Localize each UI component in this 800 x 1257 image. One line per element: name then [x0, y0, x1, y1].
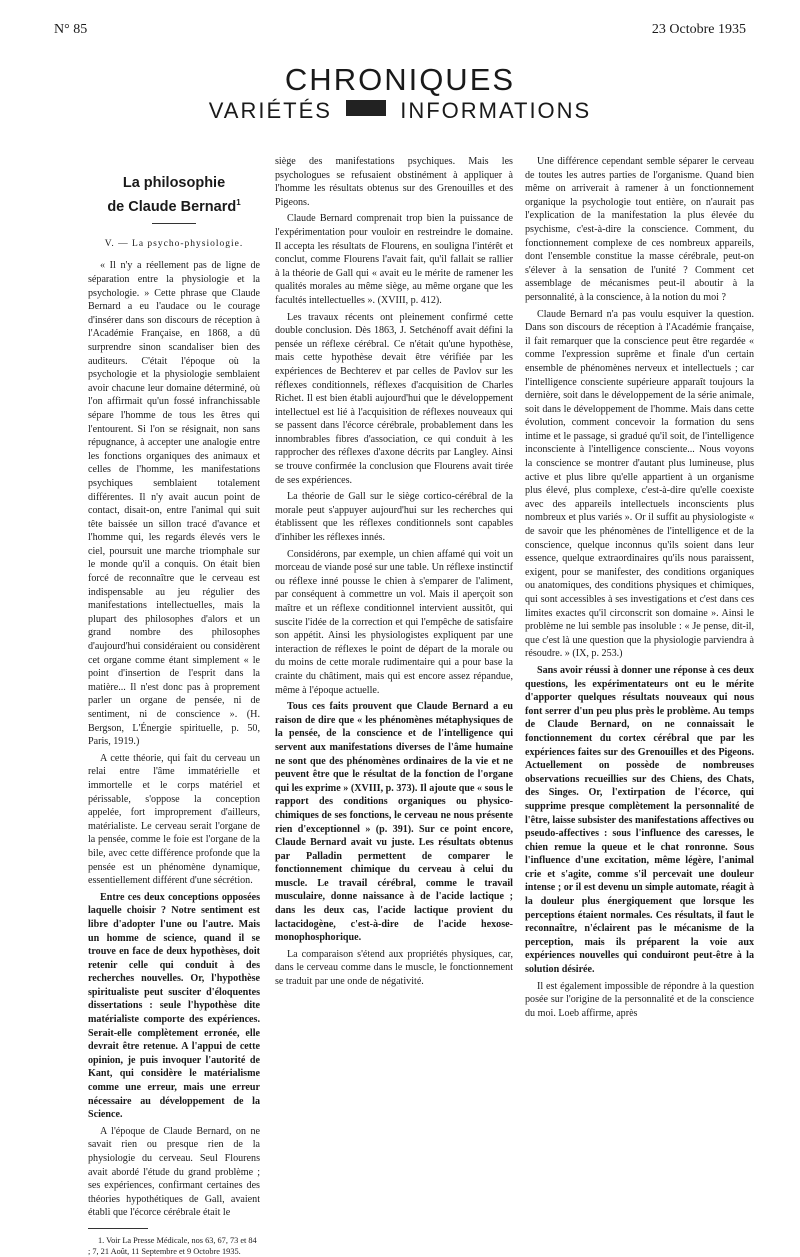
footnote-divider — [88, 1228, 148, 1229]
paragraph: « Il n'y a réellement pas de ligne de séparation entre la physiologie et la psychologie. » Cette phrase que Claude Bernard a eu l'audace ou le courage d'insérer dans son discours de réception à l'Académie Française, en 1868, a dû surprendre sinon scandaliser bien des auditeurs. C'était l'époque où la psychologie et la physiologie semblaient avoir chacune leur domaine déterminé, où l'on affirmait qu'un fossé infranchissable sépare l'homme de tous les êtres qui l'entourent. Si l'on se résignait, non sans répugnance, à accepter une analogie entre les fonctions organiques des animaux et celles de l'homme, les manifestations psychiques semblaient totalement différentes. Il n'y avait aucun point de contact, disait-on, entre l'animal qui suit tête baissée un sillon tracé d'avance et l'homme qui, les regards élevés vers le ciel, poursuit une marche triomphale sur le monde qu'il a conquis. On était bien forcé de reconnaître que le cerveau est indispensable au jeu régulier des manifestations intellectuelles, mais la plupart des philosophes d'alors et un grand nombre des philosophes d'aujourd'hui considéraient ou considèrent cet organe comme étant simplement « le point d'insertion de l'esprit dans la matière... Il n'est donc pas à proprement parler un organe de pensée, ni de sentiment, ni de conscience ». (H. Bergson, L'Énergie spirituelle, p. 50, Paris, 1919.) — [88, 260, 260, 748]
paragraph: Considérons, par exemple, un chien affamé qui voit un morceau de viande posé sur une table. Un réflexe instinctif ou réflexe inné pousse le chien à s'emparer de l'aliment, par conséquent à commettre un vol. Mais il aperçoit son maître et un réflexe conditionnel intervient aussitôt, qui suscite l'idée de la correction et qui l'empêche de satisfaire son appétit. Ainsi les physiologistes expliquent par une interaction de réflexes le point de départ de la morale ou du moins de cette morale rudimentaire qui a pour base la crainte du châtiment, mais qui est encore assez répandue, même à l'époque actuelle. — [275, 548, 513, 696]
paragraph: A l'époque de Claude Bernard, on ne savait rien ou presque rien de la physiologie du cerveau. Seul Flourens avait abordé l'étude du grand problème ; ses expériences, confirmant certaines des théories hypothétiques de Gall, avaient établi que l'écorce cérébrale était le — [88, 1125, 260, 1219]
paragraph: Tous ces faits prouvent que Claude Bernard a eu raison de dire que « les phénomènes métaphysiques de la pensée, de la conscience et de l'intelligence qui servent aux manifestations diverses de l'âme humaine ne sont que des phénomènes ordinaires de la vie et ne peuvent être que le résultat de la fonction de l'organe qui les exprime » (XVIII, p. 373). Il ajoute que « sous le rapport des conditions organiques ou physico-chimiques de ses fonctions, le cerveau ne nous présente rien d'exceptionnel » (p. 391). Sur ce point encore, Claude Bernard avait vu juste. Les résultats obtenus par Palladin permettent de comparer le fonctionnement chimique du cerveau à celui du muscle. Le travail cérébral, comme le travail musculaire, donne naissance à de l'acide lactique ; dans les deux cas, l'acide lactique provient du lactacidogène, c'est-à-dire de l'acide hexose-monophosphorique. — [275, 701, 513, 944]
paragraph: A cette théorie, qui fait du cerveau un relai entre l'âme immatérielle et immortelle et le corps matériel et périssable, s'oppose la conception appelée, fort improprement d'ailleurs, matérialiste. Le cerveau serait l'organe de la pensée, comme le foie est l'organe de la bile, avec cette différence profonde que la pensée est un phénomène dynamique, essentiellement différent d'une sécrétion. — [88, 752, 260, 887]
ornament-logo-icon — [346, 100, 386, 116]
paragraph: Entre ces deux conceptions opposées laquelle choisir ? Notre sentiment est libre d'adopter l'une ou l'autre. Mais un homme de science, quand il se trouve en face de deux hypothèses, doit retenir celle qui conduit à des recherches nouvelles. Or, l'hypothèse spiritualiste peut susciter d'éloquentes dissertations : seule l'hypothèse dite matérialiste comporte des expériences. Serait-elle complètement erronée, elle devrait être retenue. A l'appui de cette opinion, je puis invoquer l'autorité de Kant, qui considère le matérialisme comme une erreur, mais une erreur nécessaire au développement de la Science. — [88, 891, 260, 1121]
article-title-line2: de Claude Bernard — [107, 198, 237, 215]
paragraph: Il est également impossible de répondre à la question posée sur l'origine de la personnalité et de la conscience du moi. Loeb affirme, après — [525, 980, 754, 1019]
article-title-line1: La philosophie — [122, 175, 226, 191]
paragraph: Une différence cependant semble séparer le cerveau de toutes les autres parties de l'organisme. Quand bien même on arriverait à ramener à un fonctionnement organique la psychologie tout entière, on n'aurait pas l'explication de la manifestation la plus élevée du psychisme, c'est-à-dire la conscience. Comment, du fonctionnement complexe de ces nombreux appareils, dont l'ensemble constitue la masse cérébrale, peut-on s'élever à la sensation de l'unité ? Comment cet assemblage de mécanismes peut-il aboutir à la personnalité, à la conscience, à la notion du moi ? — [525, 156, 754, 303]
column-3 — [525, 155, 754, 1023]
issue-number: N° 85 — [54, 22, 88, 37]
column-2 — [275, 155, 513, 992]
paragraph: Claude Bernard comprenait trop bien la puissance de l'expérimentation pour vouloir en restreindre le domaine. Il accepta les résultats de Flourens, en souligna l'intérêt et conclut, comme Flourens l'avait fait, qu'il fallait se rallier à la théorie de Gall qui « avait eu le mérite de ramener les qualités morales au même siège, au même organe que les facultés intellectuelles ». (XVIII, p. 412). — [275, 213, 513, 306]
paragraph: Les travaux récents ont pleinement confirmé cette double conclusion. Dès 1863, J. Setchénoff avait défini la pensée un réflexe cérébral. Ce n'était qu'une hypothèse, mais cette hypothèse devait être vérifiée par les expériences de Bechterev et par celles de Pavlov sur les réflexes conditionnels, réflexes d'acquisition de Charles Richet. Il est bien établi aujourd'hui que le développement intellectuel est lié à l'acquisition de réflexes nouveaux qui se passent dans l'écorce cérébrale, probablement dans les innombrables fibres d'association, ce qui conduit à les rapprocher des réflexes d'axone décrits par Langley. Ainsi se trouve confirmée la conclusion que Flourens avait tirée de ses expériences. — [275, 311, 513, 486]
subtitle-varietes: VARIÉTÉS — [208, 98, 332, 123]
paragraph: La théorie de Gall sur le siège cortico-cérébral de la morale peut s'appuyer aujourd'hui sur les recherches qui établissent que les réflexes conditionnels sont capables d'inhiber les réflexes innés. — [275, 491, 513, 544]
column-1 — [88, 155, 260, 1257]
section-subtitle — [0, 98, 800, 124]
section-title-chroniques: CHRONIQUES — [284, 62, 516, 97]
paragraph: La comparaison s'étend aux propriétés physiques, car, dans le cerveau comme dans le muscle, le fonctionnement se traduit par une onde de négativité. — [275, 948, 513, 988]
paragraph: Sans avoir réussi à donner une réponse à ces deux questions, les expérimentateurs ont eu le mérite d'apporter quelques résultats nouveaux qui nous font serrer d'un peu plus près le problème. Au temps de Claude Bernard, on ne connaissait le fonctionnement du cortex cérébral que par les expériences faites sur des Grenouilles et des Pigeons. Actuellement on possède de nombreuses observations recueillies sur des Chiens, des Chats, des Singes. Or, l'extirpation de l'écorce, qui supprime presque complètement la personnalité de l'être, laisse subsister des manifestations affectives ou pseudo-affectives : sous l'influence des caresses, le chien remue la queue et le chat ronronne. Sous l'influence d'une excitation, même légère, l'animal crie et s'agite, comme s'il percevait une douleur intense ; or il est devenu un simple automate, réagit à la douleur plus énergiquement que lorsque les perceptions étaient normales. Ces résultats, il faut le reconnaître, n'éclairent pas le mécanisme de la perception, mais ils préparent la voie aux expériences nouvelles qui conduiront peut-être à la solution désirée. — [525, 664, 754, 976]
footnote-marker: 1 — [236, 198, 241, 207]
issue-date: 23 Octobre 1935 — [651, 22, 746, 37]
title-divider — [152, 223, 196, 224]
article-title — [88, 173, 260, 217]
section-heading: V. — La psycho-physiologie. — [104, 238, 244, 249]
footnote: 1. Voir La Presse Médicale, nos 63, 67, 73 et 84 ; 7, 21 Août, 11 Septembre et 9 Octobre 1935. — [88, 1235, 257, 1256]
subtitle-informations: INFORMATIONS — [400, 98, 592, 123]
paragraph: siège des manifestations psychiques. Mais les psychologues se refusaient obstinément à appliquer à l'homme les résultats obtenus sur des Grenouilles et des Pigeons. — [275, 156, 513, 208]
paragraph: Claude Bernard n'a pas voulu esquiver la question. Dans son discours de réception à l'Académie française, il fait remarquer que la conscience peut être regardée « comme l'expression suprême et finale d'un certain ensemble de phénomènes nerveux et intellectuels ; car l'intelligence consciente supérieure apparaît toujours la dernière, soit dans le développement de la série animale, soit dans le développement de l'homme. Mais dans cette évolution, comment concevoir la formation du sens intime et le passage, si gradué qu'il soit, de l'intelligence inconsciente à l'intelligence consciente... Nous voyons la conscience se montrer d'autant plus lumineuse, plus active et plus libre qu'elle appartient à un organisme plus élevé, plus complexe, c'est-à-dire qu'elle coexiste avec des appareils intellectuels inconscients plus nombreux et plus variés ». Or il suffit au physiologiste « de savoir que les phénomènes de l'intelligence et de la conscience, quelque inconnus qu'ils soient dans leur essence, quelque extraordinaires qu'ils nous paraissent, exigent, pour se manifester, des conditions organiques ou anatomiques, des conditions physiques et chimiques, qui sont accessibles à ses investigations et c'est dans ces limites exactes qu'il circonscrit son domaine ». Ainsi le problème ne lui semble pas insoluble : « Je pense, dit-il, que c'est là une question que la physiologie parviendra à résoudre. » (IX, p. 253.) — [525, 308, 754, 660]
